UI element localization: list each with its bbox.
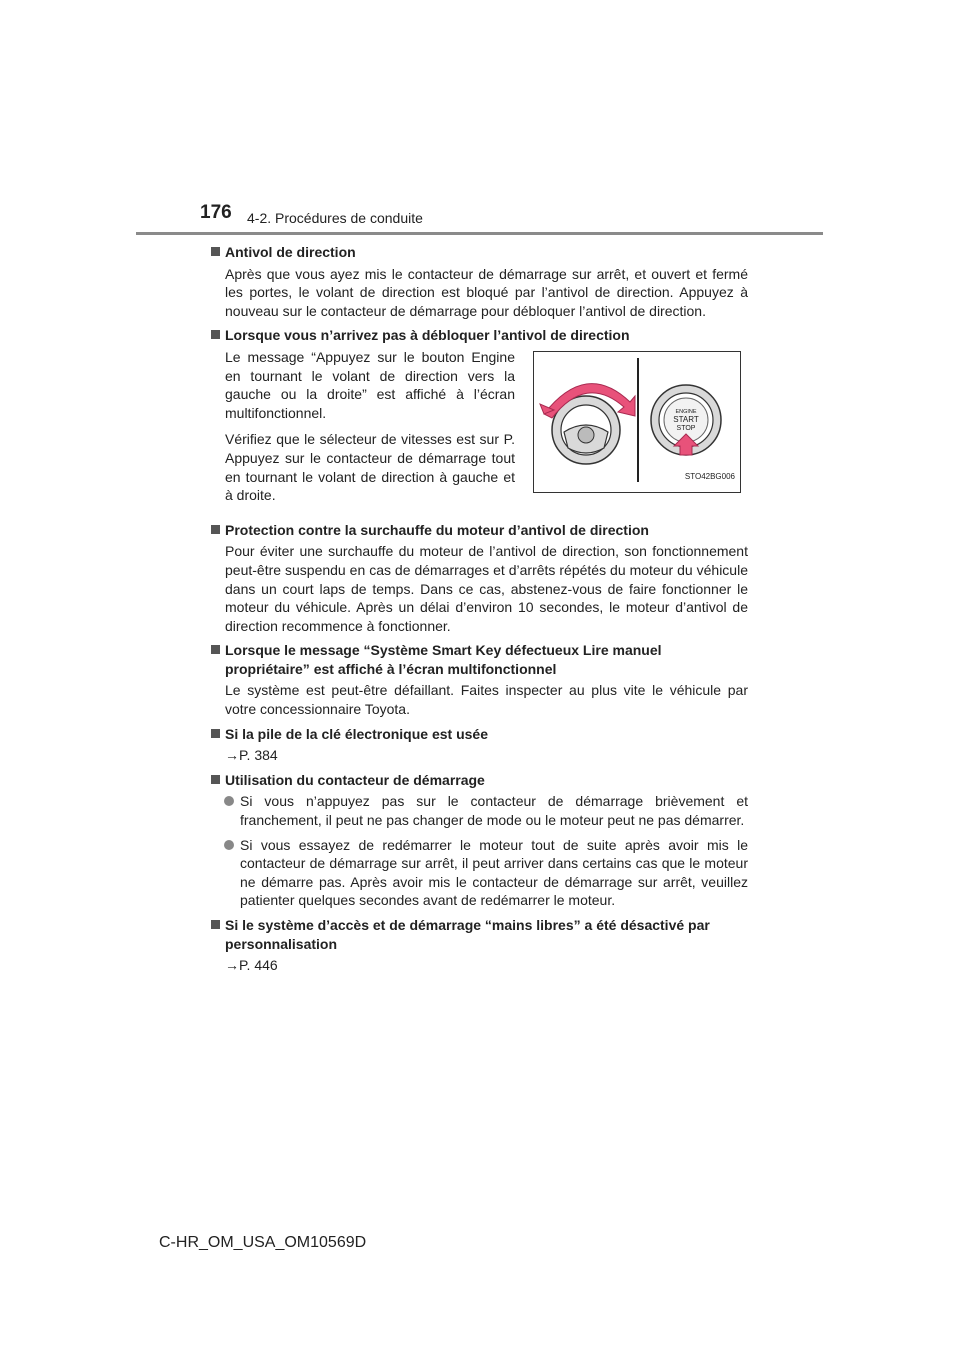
bullet-2 [240, 836, 748, 910]
button-label-line2: START [673, 414, 699, 424]
steering-start-illustration [533, 351, 741, 493]
heading-antivol: Antivol de direction [210, 243, 748, 262]
button-label-line1: ENGINE [675, 408, 697, 415]
page-content [210, 243, 748, 981]
heading-customization: Si le système d’accès et de démarrage “mains libres” a été désactivé par personnalisation [210, 916, 748, 953]
unlock-failure-p2: Vérifiez que le sélecteur de vitesses est sur P. Appuyez sur le contacteur de démarrage tout en tournant le volant de direction à gauche et à droite. [225, 431, 515, 504]
ref-customization[interactable]: →P. 446 [225, 957, 278, 974]
text-smart-key-message: Le système est peut-être défaillant. Faites inspecter au plus vite le véhicule par votre concessionnaire Toyota. [225, 682, 748, 718]
section-title: 4-2. Procédures de conduite [247, 210, 423, 226]
unlock-failure-block [225, 348, 748, 513]
heading-start-switch-use: Utilisation du contacteur de démarrage [210, 771, 748, 790]
page-number: 176 [200, 202, 232, 223]
button-label-line3: STOP [676, 424, 696, 432]
unlock-failure-text [225, 348, 515, 513]
heading-unlock-failure: Lorsque vous n’arrivez pas à débloquer l’antivol de direction [210, 326, 748, 345]
text-overheat: Pour éviter une surchauffe du moteur de l’antivol de direction, son fonctionnement peut-être suspendu en cas de démarrages et d’arrêts répétés du moteur du véhicule dans un court laps de temps. Dans ce cas, abstenez-vous de faire fonctionner le moteur du véhicule. Après un délai d’environ 10 secondes, le moteur d’antivol de direction recommence à fonctionner. [225, 543, 748, 634]
unlock-failure-p1: Le message “Appuyez sur le bouton Engine en tournant le volant de direction vers la gauche ou la droite” est affiché à l’écran multifonctionnel. [225, 348, 515, 421]
heading-battery: Si la pile de la clé électronique est usée [210, 725, 748, 744]
figure-code: STO42BG006 [684, 472, 735, 482]
bullet-1 [240, 792, 748, 829]
header-rule [136, 232, 823, 235]
heading-overheat: Protection contre la surchauffe du moteur d’antivol de direction [210, 521, 748, 540]
bullet-2-text: Si vous essayez de redémarrer le moteur tout de suite après avoir mis le contacteur de démarrage sur arrêt, il peut arriver dans certains cas que le moteur ne démarre pas. Après avoir mis le contacteur de démarrage sur arrêt, veuillez patienter quelques secondes avant de redémarrer le moteur. [240, 836, 748, 909]
text-antivol: Après que vous ayez mis le contacteur de démarrage sur arrêt, et ouvert et fermé les portes, le volant de direction est bloqué par l’antivol de direction. Appuyez à nouveau sur le contacteur de démarrage pour débloquer l’antivol de direction. [225, 265, 748, 319]
bullet-dot-icon [224, 840, 234, 850]
bullet-1-text: Si vous n’appuyez pas sur le contacteur de démarrage brièvement et franchement, il peut ne pas changer de mode ou le moteur peut ne pas démarrer. [240, 793, 748, 829]
footer-doc-code: C-HR_OM_USA_OM10569D [159, 1234, 367, 1251]
heading-smart-key-message: Lorsque le message “Système Smart Key défectueux Lire manuel propriétaire” est affiché à l’écran multifonctionnel [210, 641, 748, 678]
ref-battery[interactable]: →P. 384 [225, 747, 278, 764]
bullet-dot-icon [224, 796, 234, 806]
